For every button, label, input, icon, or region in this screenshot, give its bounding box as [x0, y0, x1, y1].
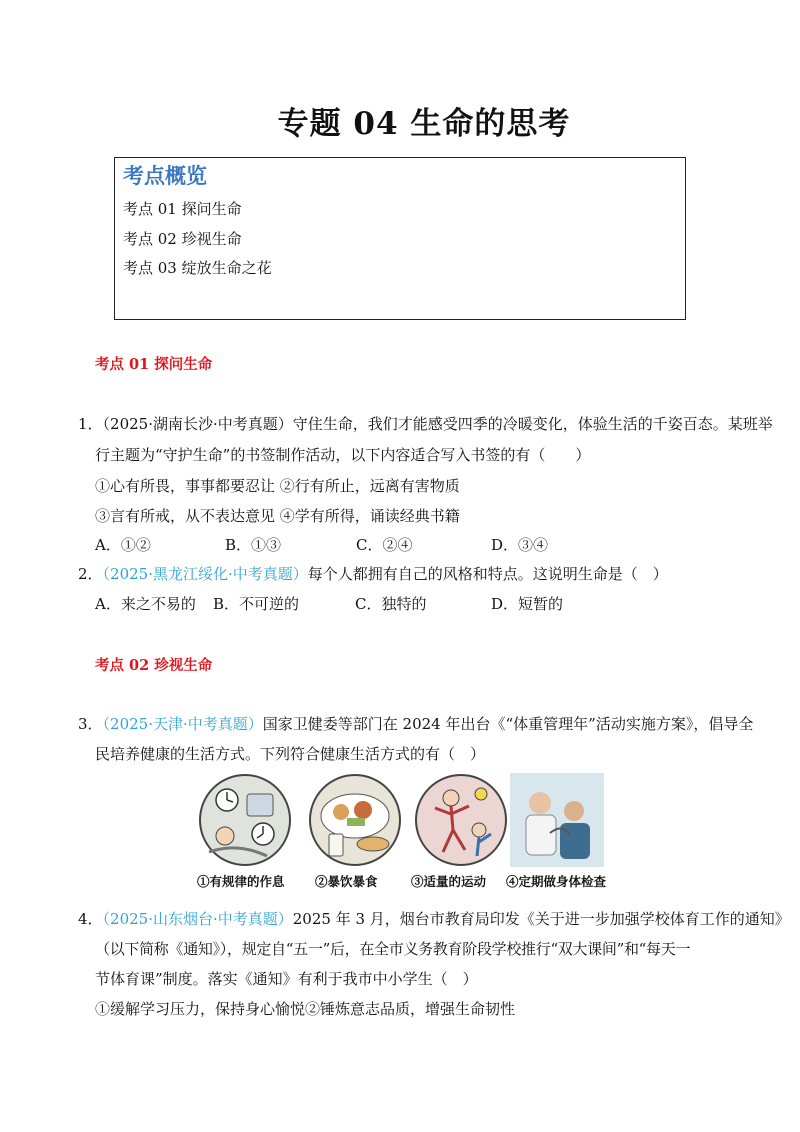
overview-item: 考点 03 绽放生命之花: [123, 259, 272, 277]
overview-box: [114, 157, 686, 320]
overview-item: 考点 01 探问生命: [123, 200, 242, 218]
q2-number: 2．: [78, 565, 103, 583]
exercise-illustration: [413, 772, 509, 868]
illustration-caption-4: ④定期做身体检查: [506, 874, 607, 889]
q1-statement-2: ③言有所戒，从不表达意见 ④学有所得，诵读经典书籍: [95, 507, 460, 525]
q4-text: 2025 年 3 月，烟台市教育局印发《关于进一步加强学校体育工作的通知》: [292, 910, 790, 928]
q4-line-1: [78, 908, 790, 929]
q3-text: 国家卫健委等部门在 2024 年出台《“体重管理年”活动实施方案》，倡导全: [262, 715, 754, 733]
q2-option-a: A．来之不易的: [95, 595, 196, 613]
section-heading-2: 考点 02 珍视生命: [95, 657, 213, 674]
q2-option-d: D．短暂的: [491, 595, 564, 613]
q2-line-1: [78, 563, 668, 584]
q1-statement-1: ①心有所畏，事事都要忍让 ②行有所止，远离有害物质: [95, 477, 460, 495]
q1-text: 守住生命，我们才能感受四季的冷暖变化，体验生活的千姿百态。某班举: [292, 415, 773, 433]
q3-line-1: [78, 713, 753, 734]
q1-number: 1．: [78, 415, 103, 433]
q1-line-1: [78, 413, 773, 434]
q1-source: （2025·湖南长沙·中考真题）: [102, 415, 293, 433]
q1-option-c: C．②④: [356, 536, 413, 554]
illustration-caption-1: ①有规律的作息: [197, 874, 285, 889]
q4-statement-1: ①缓解学习压力，保持身心愉悦②锤炼意志品质，增强生命韧性: [95, 1000, 516, 1018]
q4-line-2: （以下简称《通知》），规定自“五一”后，在全市义务教育阶段学校推行“双大课间”和“每天一: [95, 940, 691, 958]
illustration-caption-3: ③适量的运动: [411, 874, 487, 889]
q3-line-2: 民培养健康的生活方式。下列符合健康生活方式的有（ ）: [95, 745, 486, 763]
q1-option-d: D．③④: [491, 536, 549, 554]
q3-number: 3．: [78, 715, 103, 733]
overview-item: 考点 02 珍视生命: [123, 230, 242, 248]
section-heading-1: 考点 01 探问生命: [95, 356, 213, 373]
q2-source: （2025·黑龙江绥化·中考真题）: [102, 565, 308, 583]
q2-option-b: B．不可逆的: [213, 595, 300, 613]
q3-source: （2025·天津·中考真题）: [102, 715, 263, 733]
page-title: 专题 04 生命的思考: [277, 106, 571, 142]
overeating-illustration: [307, 772, 403, 868]
q4-number: 4．: [78, 910, 103, 928]
q1-option-b: B．①③: [225, 536, 282, 554]
q4-line-3: 节体育课”制度。落实《通知》有利于我市中小学生（ ）: [95, 970, 478, 988]
overview-heading: 考点概览: [123, 163, 207, 188]
q1-option-a: A．①②: [95, 536, 151, 554]
q4-source: （2025·山东烟台·中考真题）: [102, 910, 293, 928]
medical-checkup-photo: [510, 773, 604, 867]
q2-option-c: C．独特的: [355, 595, 427, 613]
regular-schedule-illustration: [197, 772, 293, 868]
q1-line-2: 行主题为“守护生命”的书签制作活动，以下内容适合写入书签的有（ ）: [95, 446, 591, 464]
q2-text: 每个人都拥有自己的风格和特点。这说明生命是（ ）: [307, 565, 668, 583]
illustration-caption-2: ②暴饮暴食: [315, 874, 378, 889]
